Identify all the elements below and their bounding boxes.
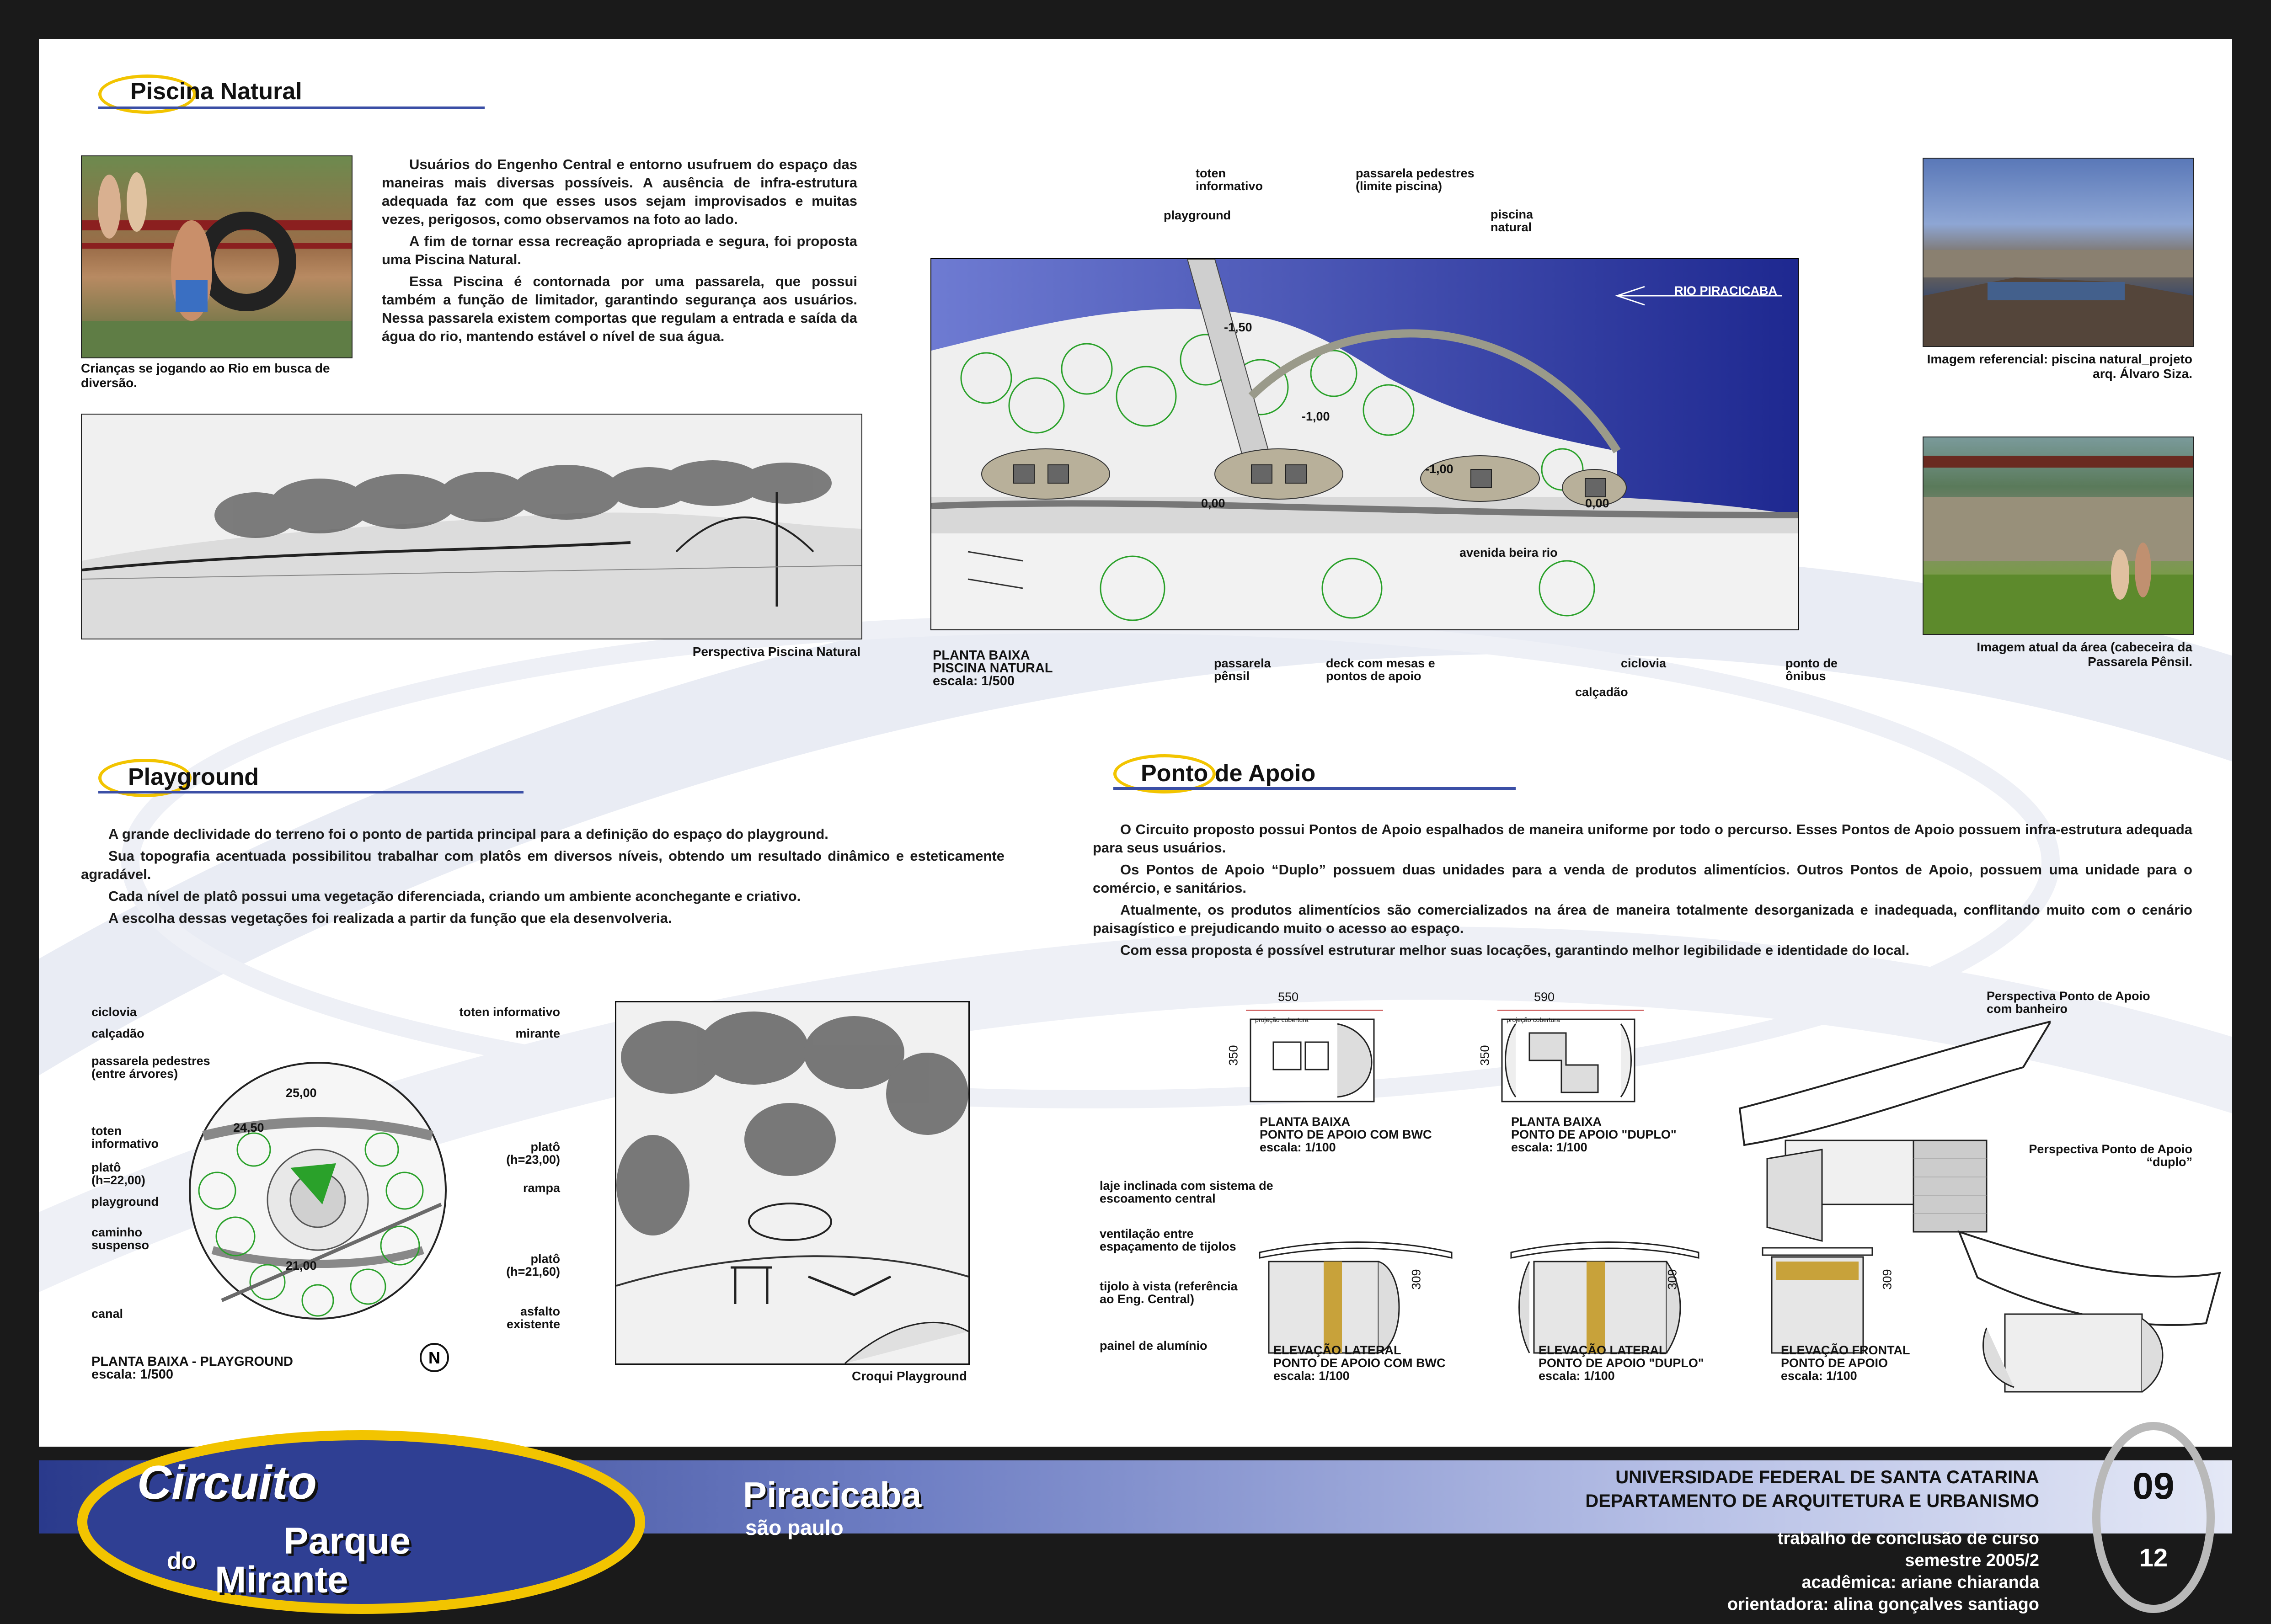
ref1-caption: Imagem referencial: piscina natural_projeto arq. Álvaro Siza.	[1927, 352, 2192, 381]
note-label: laje inclinada com sistema de escoamento central	[1100, 1179, 1273, 1205]
label-playground-left: playground	[91, 1195, 159, 1209]
plan-apoio-duplo-caption	[1511, 1115, 1740, 1154]
photo-caption-children: Crianças se jogando ao Rio em busca de diversão.	[81, 361, 330, 390]
label-calcadao: calçadão	[1575, 685, 1628, 699]
playground-paragraph: Sua topografia acentuada possibilitou trabalhar com platôs em diversos níveis, obtendo um resultado dinâmico e esteticamente agradável.	[81, 848, 1005, 882]
section-rule	[98, 791, 524, 793]
plan-piscina-natural	[930, 258, 1799, 630]
elev-scale: escala: 1/100	[1781, 1369, 1857, 1383]
logo-parque: Parque	[283, 1520, 411, 1562]
label-playground-right: rampa	[523, 1181, 560, 1195]
plan-title	[933, 649, 1116, 687]
label-piscina: piscina natural	[1491, 208, 1534, 234]
playground-plan-title	[91, 1355, 347, 1381]
river-label: RIO PIRACICABA	[1674, 284, 1778, 298]
dimension-label: 309	[1880, 1269, 1894, 1290]
label-deck: deck com mesas e pontos de apoio	[1326, 656, 1435, 683]
ref2-caption: Imagem atual da área (cabeceira da Passarela Pênsil.	[1977, 640, 2192, 669]
label-playground-right: platô (h=21,60)	[506, 1252, 560, 1278]
label-playground-left: calçadão	[91, 1027, 144, 1040]
apoio-paragraph: Os Pontos de Apoio “Duplo” possuem duas unidades para a venda de produtos alimentícios. Outros Pontos de Apoio, possuem uma unidade para o comércio, e sanitários.	[1093, 862, 2192, 896]
plan-scale: escala: 1/500	[933, 674, 1015, 688]
label-ciclovia: ciclovia	[1621, 656, 1667, 670]
croqui-caption: Croqui Playground	[852, 1369, 967, 1383]
footer-university: UNIVERSIDADE FEDERAL DE SANTA CATARINA	[1615, 1467, 2039, 1487]
plan-scale: escala: 1/500	[91, 1367, 173, 1382]
level-marker: -1,00	[1302, 410, 1330, 423]
persp2-caption: Perspectiva Ponto de Apoio “duplo”	[2029, 1142, 2192, 1169]
elevation-apoio-bwc	[1255, 1234, 1456, 1358]
label-playground-left: toten informativo	[91, 1124, 159, 1150]
footer-course: trabalho de conclusão de curso	[1777, 1529, 2039, 1548]
section-title-piscina: Piscina Natural	[130, 78, 302, 105]
apoio-paragraph: Atualmente, os produtos alimentícios são comercializados na área de maneira totalmente desorganizada e inadequada, conflitando muito com o cenário paisagístico e prejudicando muito o acesso ao espaço.	[1093, 902, 2192, 936]
label-playground-right: mirante	[515, 1027, 560, 1040]
level-marker: 0,00	[1585, 496, 1609, 510]
croqui-playground	[615, 1001, 970, 1365]
plan-subtitle-line: PONTO DE APOIO COM BWC	[1260, 1128, 1432, 1141]
photo-current-area	[1923, 437, 2194, 635]
apoio-paragraph: Com essa proposta é possível estruturar melhor suas locações, garantindo melhor legibilidade e identidade do local.	[1120, 942, 1910, 958]
elev-subtitle-line: PONTO DE APOIO COM BWC	[1273, 1356, 1446, 1370]
section-title-playground: Playground	[128, 764, 259, 790]
label-playground-left: canal	[91, 1307, 123, 1320]
playground-paragraph: A grande declividade do terreno foi o ponto de partida principal para a definição do espaço do playground.	[108, 826, 828, 842]
elev-title-line: ELEVAÇÃO FRONTAL	[1781, 1343, 1910, 1357]
north-arrow-icon	[418, 1337, 450, 1378]
plan-scale: escala: 1/100	[1511, 1140, 1587, 1154]
poster-sheet	[39, 39, 2232, 1447]
note-label: painel de alumínio	[1100, 1339, 1208, 1352]
label-passarela: passarela pedestres (limite piscina)	[1356, 166, 1475, 193]
label-playground-right: platô (h=23,00)	[506, 1140, 560, 1166]
elev3-caption	[1781, 1344, 1955, 1382]
level-marker: -1,00	[1425, 462, 1453, 476]
level-marker: 21,00	[286, 1259, 317, 1273]
dimension-label: 350	[1478, 1045, 1492, 1066]
label-playground-right: toten informativo	[459, 1005, 560, 1019]
label-onibus: ponto de ônibus	[1785, 656, 1838, 683]
section-title-apoio: Ponto de Apoio	[1141, 760, 1316, 787]
label-playground-left: passarela pedestres (entre árvores)	[91, 1054, 210, 1081]
elev-scale: escala: 1/100	[1539, 1369, 1615, 1383]
footer-advisor: orientadora: alina gonçalves santiago	[1727, 1595, 2039, 1614]
section-rule	[1113, 787, 1516, 790]
elev-title-line: ELEVAÇÃO LATERAL	[1539, 1343, 1667, 1357]
projection-label: projeção cobertura	[1507, 1016, 1560, 1023]
playground-text	[81, 825, 1005, 931]
footer-student: acadêmica: ariane chiaranda	[1801, 1573, 2039, 1592]
avenue-label: avenida beira rio	[1459, 546, 1558, 559]
note-label: ventilação entre espaçamento de tijolos	[1100, 1227, 1236, 1253]
logo-do: do	[167, 1548, 196, 1574]
piscina-paragraph: A fim de tornar essa recreação apropriada e segura, foi proposta uma Piscina Natural.	[382, 233, 857, 267]
elev-title-line: ELEVAÇÃO LATERAL	[1273, 1343, 1401, 1357]
page-number-ellipse	[2085, 1417, 2222, 1618]
dimension-label: 309	[1665, 1269, 1679, 1290]
elev2-caption	[1539, 1344, 1758, 1382]
footer-department: DEPARTAMENTO DE ARQUITETURA E URBANISMO	[1585, 1491, 2039, 1511]
label-playground: playground	[1164, 208, 1231, 222]
dimension-label: 350	[1226, 1045, 1240, 1066]
plan-apoio-bwc-caption	[1260, 1115, 1488, 1154]
elev-scale: escala: 1/100	[1273, 1369, 1350, 1383]
plan-title-line: PLANTA BAIXA	[1260, 1115, 1350, 1129]
label-playground-left: platô (h=22,00)	[91, 1161, 145, 1187]
logo-circuito: Circuito	[137, 1456, 317, 1509]
elevation-apoio-duplo	[1507, 1234, 1708, 1358]
plan-playground	[185, 1054, 450, 1328]
svg-text:N: N	[428, 1348, 440, 1367]
page-number: 09	[2132, 1465, 2175, 1507]
piscina-text	[382, 155, 857, 349]
apoio-text	[1093, 820, 2192, 963]
level-marker: 0,00	[1201, 496, 1225, 510]
plan-title-line: PLANTA BAIXA	[1511, 1115, 1602, 1129]
elev-subtitle-line: PONTO DE APOIO "DUPLO"	[1539, 1356, 1704, 1370]
perspective-sketch-piscina	[81, 414, 862, 639]
elev1-caption	[1273, 1344, 1493, 1382]
page-total: 12	[2139, 1543, 2168, 1572]
plan-scale: escala: 1/100	[1260, 1140, 1336, 1154]
dimension-label: 309	[1409, 1269, 1423, 1290]
piscina-paragraph: Usuários do Engenho Central e entorno usufruem do espaço das maneiras mais diversas possíveis. A ausência de infra-estrutura adequada faz com que esses usos sejam improvisados e muitas vezes, perigosos, como observamos na foto ao lado.	[382, 156, 857, 227]
note-label: tijolo à vista (referência ao Eng. Central)	[1100, 1279, 1238, 1306]
perspective-apoio-duplo	[1950, 1177, 2224, 1415]
photo-reference-siza	[1923, 158, 2194, 347]
persp1-caption: Perspectiva Ponto de Apoio com banheiro	[1987, 989, 2150, 1016]
label-playground-left: caminho suspenso	[91, 1225, 150, 1252]
level-marker: 24,50	[233, 1121, 264, 1134]
plan-subtitle-line: PONTO DE APOIO "DUPLO"	[1511, 1128, 1677, 1141]
piscina-paragraph: Essa Piscina é contornada por uma passarela, que possui também a função de limitador, garantindo segurança aos usuários. Nessa passarela existem comportas que regulam a entrada e saída da água do rio, mantendo estável o nível de sua água.	[382, 273, 857, 344]
playground-paragraph: Cada nível de platô possui uma vegetação diferenciada, criando um ambiente aconchegante e criativo.	[108, 888, 801, 904]
level-marker: -1,50	[1224, 320, 1252, 334]
elev-subtitle-line: PONTO DE APOIO	[1781, 1356, 1888, 1370]
label-pensil: passarela pênsil	[1214, 656, 1271, 683]
playground-paragraph: A escolha dessas vegetações foi realizada a partir da função que ela desenvolveria.	[108, 910, 672, 926]
perspective-caption: Perspectiva Piscina Natural	[692, 644, 860, 659]
plan-subtitle-line: PISCINA NATURAL	[933, 661, 1053, 676]
dimension-label: 590	[1534, 990, 1555, 1004]
plan-title-line: PLANTA BAIXA	[933, 648, 1030, 663]
elevation-apoio-frontal	[1758, 1234, 1886, 1358]
plan-title-line: PLANTA BAIXA - PLAYGROUND	[91, 1354, 293, 1369]
footer-state: são paulo	[745, 1516, 844, 1539]
label-toten: toten informativo	[1196, 166, 1263, 193]
photo-children-river	[81, 155, 353, 358]
apoio-paragraph: O Circuito proposto possui Pontos de Apoio espalhados de maneira uniforme por todo o percurso. Esses Pontos de Apoio possuem infra-estrutura adequada para seus usuários.	[1093, 821, 2192, 856]
section-rule	[98, 106, 485, 109]
label-playground-left: ciclovia	[91, 1005, 137, 1019]
footer-city: Piracicaba	[743, 1475, 922, 1515]
logo-mirante: Mirante	[215, 1559, 348, 1601]
label-playground-right: asfalto existente	[506, 1305, 560, 1331]
projection-label: projeção cobertura	[1255, 1016, 1309, 1023]
footer-semester: semestre 2005/2	[1905, 1551, 2039, 1570]
dimension-label: 550	[1278, 990, 1299, 1004]
level-marker: 25,00	[286, 1086, 317, 1100]
